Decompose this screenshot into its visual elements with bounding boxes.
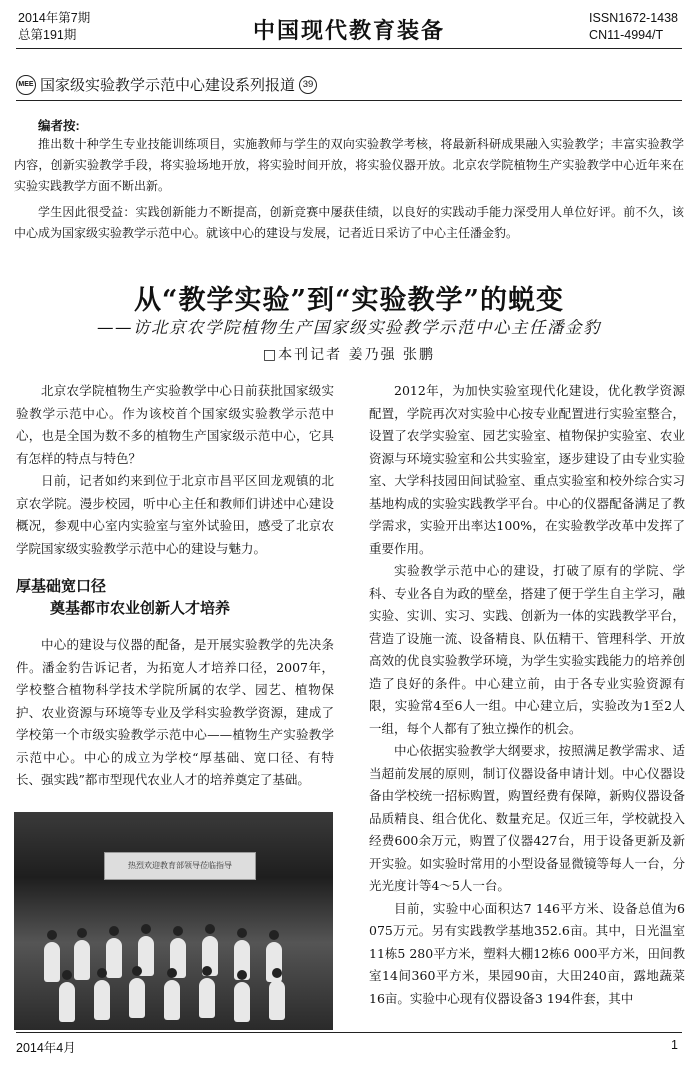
article-title: 从“教学实验”到“实验教学”的蜕变 — [133, 285, 565, 316]
left-column-section — [16, 634, 334, 792]
year-issue: 2014年第7期 — [18, 11, 91, 25]
cn-number: CN11-4994/T — [589, 28, 664, 42]
total-issue: 总第191期 — [18, 28, 77, 42]
section-heading-sub: 奠基都市农业创新人才培养 — [50, 600, 231, 617]
intro-paragraph: 北京农学院植物生产实验教学中心日前获批国家级实验教学示范中心。作为该校首个国家级实验教学示范中心，也是全国为数不多的植物生产国家级示范中心，它具有怎样的特点与特色？ — [16, 383, 334, 466]
header-rule — [16, 48, 682, 49]
footer-rule — [16, 1032, 682, 1033]
right-paragraph: 目前，实验中心面积达7 146平方米、设备总值为6 075万元。另有实践教学基地352.6亩。其中，日光温室11栋5 280平方米，塑料大棚12栋6 000平方米，田间教室14间360平方米，果园90亩，大田240亩，露地蔬菜16亩。实验中心现有仪器设备3 194件套，其中 — [369, 900, 685, 1006]
page-number: 1 — [671, 1038, 678, 1052]
right-paragraph: 中心依据实验教学大纲要求，按照满足教学需求、适当超前发展的原则，制订仪器设备申请计划。中心仪器设备由学校统一招标购置，购置经费有保障，新购仪器设备品质精良、组合优化、数量充足。仅近三年，学校就投入经费600余万元，购置了仪器427台，用于设备更新及新开实验。如实验时常用的小型设备显微镜等每人一台，分光光度计等4～5人一台。 — [369, 743, 685, 893]
series-title: 国家级实验教学示范中心建设系列报道 — [40, 77, 296, 94]
journal-title: 中国现代教育装备 — [252, 18, 445, 44]
article-subtitle: ——访北京农学院植物生产国家级实验教学示范中心主任潘金豹 — [97, 318, 601, 337]
editor-note-para2: 学生因此很受益：实践创新能力不断提高，创新竞赛中屡获佳绩，以良好的实践动手能力深受用人单位好评。前不久，该中心成为国家级实验教学示范中心。就该中心的建设与发展，记者近日采访了中心主任潘金豹。 — [14, 205, 684, 240]
right-paragraph: 实验教学示范中心的建设，打破了原有的学院、学科、专业各自为政的壁垒，搭建了便于学生自主学习，融实验、实训、实习、实践、创新为一体的实践教学平台，营造了设施一流、设备精良、队伍精干、管理科学、开放高效的优良实验教学环境，为学生实验实践能力的培养创造了良好的条件。中心建立前，由于各专业实验资源有限，实验常4至6人一组。中心建立后，实验改为1至2人一组，每个人都有了独立操作的机会。 — [369, 563, 685, 736]
series-title-line — [16, 74, 317, 95]
left-column-intro — [16, 380, 334, 560]
section-paragraph: 中心的建设与仪器的配备，是开展实验教学的先决条件。潘金豹告诉记者，为拓宽人才培养口径，2007年，学校整合植物科学技术学院所属的农学、园艺、植物保护、农业资源与环境等专业及学科实验教学资源，建成了学校第一个市级实验教学示范中心——植物生产实验教学示范中心。中心的成立为学校“厚基础、宽口径、有特长、强实践”都市型现代农业人才的培养奠定了基础。 — [16, 637, 334, 787]
series-rule — [16, 100, 682, 101]
series-number: 39 — [299, 76, 317, 94]
photo-banner: 热烈欢迎教育部领导莅临指导 — [104, 852, 256, 880]
right-column — [369, 380, 685, 1010]
journal-codes — [589, 10, 678, 44]
footer-date: 2014年4月 — [16, 1041, 76, 1055]
article-byline: □本刊记者 姜乃强 张鹏 — [262, 347, 436, 363]
right-paragraph: 2012年，为加快实验室现代化建设，优化教学资源配置，学院再次对实验中心按专业配置进行实验室整合，设置了农学实验室、园艺实验室、植物保护实验室、农业资源与环境实验室和公共实验室，逐步建设了由专业实验室、大学科技园田间试验室、重点实验室和校外综合实习基地构成的实验实践教学平台。中心的仪器配备满足了教学需求，实验开出率达100%，在实验教学改革中发挥了重要作用。 — [369, 383, 685, 556]
mee-logo-icon: MEE — [16, 75, 36, 95]
editor-note-label: 编者按: — [38, 119, 80, 133]
editor-note-para1: 推出数十种学生专业技能训练项目，实施教师与学生的双向实验教学考核，将最新科研成果融入实验教学；丰富实验教学内容，创新实验教学手段，将实验场地开放，将实验时间开放，将实验仪器开放。北京农学院植物生产实验教学中心近年来在实验实践教学方面不断出新。 — [14, 137, 684, 193]
section-heading-main: 厚基础宽口径 — [16, 578, 107, 595]
event-photo — [14, 812, 333, 1030]
issn: ISSN1672-1438 — [589, 11, 678, 25]
intro-paragraph: 日前，记者如约来到位于北京市昌平区回龙观镇的北京农学院。漫步校园，听中心主任和教师们讲述中心建设概况，参观中心室内实验室与室外试验田，感受了北京农学院国家级实验教学示范中心的建设与魅力。 — [16, 473, 334, 556]
